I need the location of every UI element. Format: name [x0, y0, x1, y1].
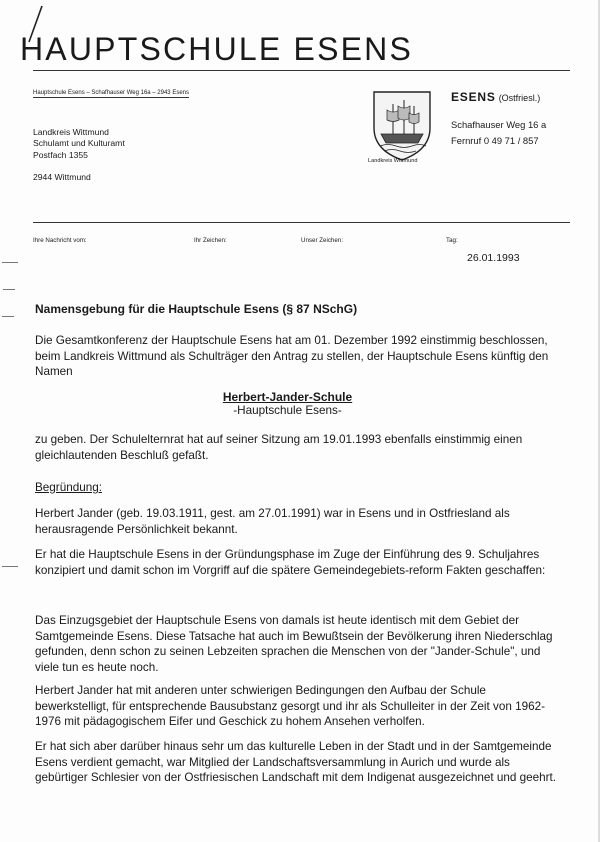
proposed-name-main: Herbert-Jander-Schule — [222, 390, 353, 404]
recipient-city: 2944 Wittmund — [33, 172, 91, 183]
paragraph-text: Er hat die Hauptschule Esens in der Gründungsphase im Zuge der Einführung des 9. Schuljahres konzipiert und damit schon im Vorgriff auf die spätere Gemeindegebiets-reform Fakten geschaffen: — [35, 548, 546, 577]
paragraph-text: Die Gesamtkonferenz der Hauptschule Esens hat am 01. Dezember 1992 einstimmig beschlossen, beim Landkreis Wittmund als Schulträger den Antrag zu stellen, der Hauptschule Esens künftig den Namen — [35, 334, 549, 379]
letter-date: 26.01.1993 — [467, 252, 520, 264]
paragraph-5 — [35, 613, 557, 675]
ref-day: Tag: — [446, 237, 458, 244]
paragraph-text: Herbert Jander hat mit anderen unter schwierigen Bedingungen den Aufbau der Schule bewerkstelligt, für entsprechende Bausubstanz gesorgt und ihr als Schulleiter in der Zeit von 1962-1976 mit pädagogischem Eifer und Geschick zu hohem Ansehen verholfen. — [35, 684, 545, 729]
town-label: ESENS — [451, 90, 496, 104]
recipient-address — [33, 127, 125, 184]
header-rule — [33, 70, 570, 71]
margin-mark — [2, 566, 18, 567]
school-title: HAUPTSCHULE ESENS — [20, 31, 414, 67]
margin-mark — [3, 289, 15, 290]
school-phone: Fernruf 0 49 71 / 857 — [451, 135, 539, 146]
reference-rule — [33, 222, 570, 223]
paragraph-1 — [35, 333, 557, 380]
paragraph-4 — [35, 547, 557, 578]
paragraph-text: Das Einzugsgebiet der Hauptschule Esens von damals ist heute identisch mit dem Gebiet der Samtgemeinde Esens. Diese Tatsache hat auch im Bewußtsein der Bevölkerung ihren Niederschlag gefunden, denn schon zu seinen Lebzeiten sprachen die Menschen von der "Jander-Schule", und viele tun es heute noch. — [35, 614, 553, 674]
proposed-name-sub: -Hauptschule Esens- — [233, 404, 342, 417]
recipient-line: Schulamt und Kulturamt — [33, 138, 125, 149]
paragraph-2 — [35, 432, 557, 463]
paragraph-text: zu geben. Der Schulelternrat hat auf seiner Sitzung am 19.01.1993 ebenfalls einstimmig einen gleichlautenden Beschluß gefaßt. — [35, 433, 523, 462]
region-label: (Ostfriesl.) — [498, 93, 541, 103]
reason-heading-block — [35, 480, 557, 496]
sender-return-line: Hauptschule Esens – Schafhauser Weg 16a – 2943 Esens — [33, 90, 189, 96]
ref-your-message: Ihre Nachricht vom: — [33, 237, 87, 244]
town-name — [451, 88, 540, 106]
paragraph-7 — [35, 739, 557, 786]
ref-our-sign: Unser Zeichen: — [301, 237, 343, 244]
ship-crest-icon — [366, 88, 438, 168]
recipient-line: Landkreis Wittmund — [33, 127, 109, 137]
reason-heading: Begründung: — [35, 481, 102, 494]
paragraph-6 — [35, 683, 557, 730]
margin-mark — [2, 262, 18, 263]
paragraph-text: Er hat sich aber darüber hinaus sehr um das kulturelle Leben in der Stadt und in der Samtgemeinde Esens verdient gemacht, war Mitglied der Landschaftsversammlung in Aurich und wurde als gebürtiger Schlesier von der Ostfriesischen Landschaft mit dem Indigenat ausgezeichnet und geehrt. — [35, 740, 557, 785]
letter-subject: Namensgebung für die Hauptschule Esens (§ 87 NSchG) — [35, 302, 358, 316]
crest-caption: Landkreis Wittmund — [368, 158, 418, 164]
recipient-line: Postfach 1355 — [33, 149, 88, 160]
margin-mark — [2, 316, 14, 317]
school-street: Schafhauser Weg 16 a — [451, 119, 547, 130]
paragraph-text: Herbert Jander (geb. 19.03.1911, gest. am 27.01.1991) war in Esens und in Ostfriesland als herausragende Persönlichkeit bekannt. — [35, 507, 510, 536]
ref-your-sign: Ihr Zeichen: — [194, 237, 227, 244]
proposed-name — [0, 390, 575, 417]
paragraph-3 — [35, 506, 557, 537]
